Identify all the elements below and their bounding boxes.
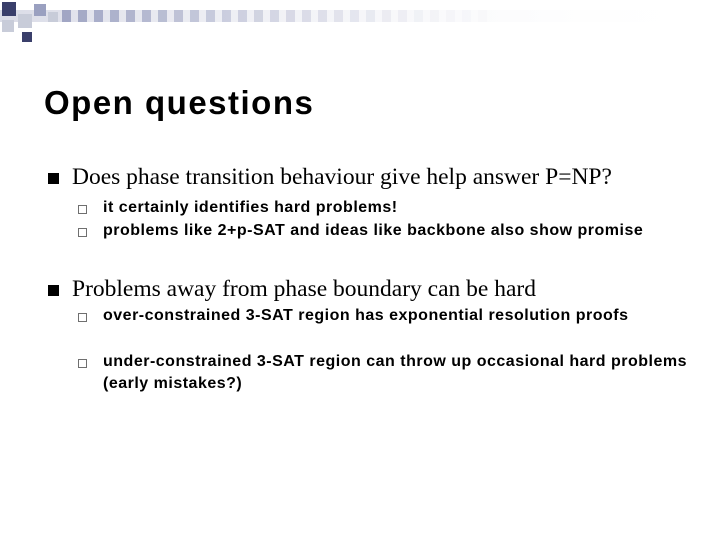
bullet-square-icon bbox=[48, 173, 59, 184]
sub-bullet-square-icon bbox=[78, 228, 87, 237]
sub-bullet-text: it certainly identifies hard problems! bbox=[103, 199, 398, 216]
bullet-text: Does phase transition behaviour give help answer P=NP? bbox=[72, 164, 612, 190]
sub-bullet-text: over-constrained 3-SAT region has exponential resolution proofs bbox=[103, 307, 629, 324]
bullet-square-icon bbox=[48, 285, 59, 296]
sub-bullet-text: problems like 2+p-SAT and ideas like backbone also show promise bbox=[103, 222, 644, 239]
slide-title: Open questions bbox=[44, 84, 315, 121]
sub-bullet-text: under-constrained 3-SAT region can throw up occasional hard problems (early mistakes?) bbox=[103, 353, 688, 392]
sub-bullet-square-icon bbox=[78, 359, 87, 368]
sub-bullet-square-icon bbox=[78, 205, 87, 214]
sub-bullet-square-icon bbox=[78, 313, 87, 322]
bullet-text: Problems away from phase boundary can be hard bbox=[72, 276, 536, 302]
